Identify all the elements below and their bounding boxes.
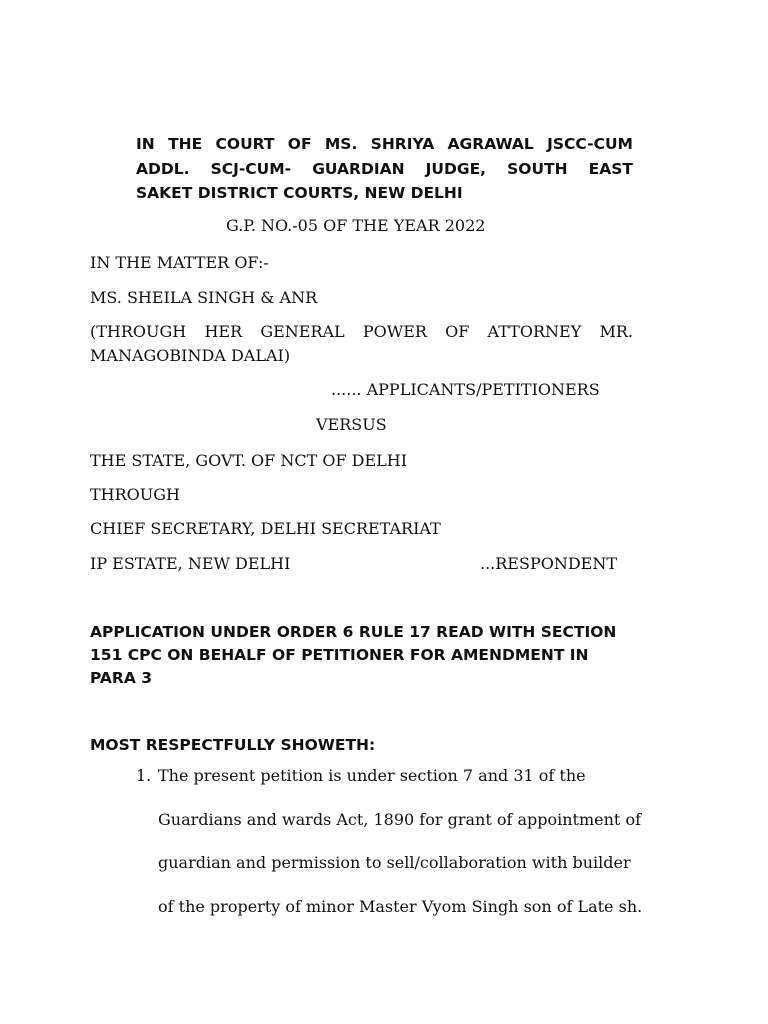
- application-title-line-3: PARA 3: [90, 669, 153, 687]
- heading-word: SHRIYA: [370, 135, 435, 153]
- through-word: ATTORNEY: [487, 322, 582, 341]
- respondent-line-1: THE STATE, GOVT. OF NCT OF DELHI: [90, 451, 408, 470]
- paragraph-number: 1.: [136, 766, 152, 785]
- matter-label: IN THE MATTER OF:-: [90, 253, 269, 272]
- court-heading-line-2: [136, 157, 633, 182]
- heading-word: SCJ-CUM-: [210, 159, 292, 178]
- application-title-line-2: 151 CPC ON BEHALF OF PETITIONER FOR AMENDMENT IN: [90, 646, 589, 664]
- heading-word: OF: [287, 135, 312, 153]
- respondent-line-2: THROUGH: [90, 485, 181, 504]
- petitioner-name: MS. SHEILA SINGH & ANR: [90, 288, 318, 307]
- petitioner-through-line-1: [90, 322, 633, 341]
- versus-label: VERSUS: [316, 415, 387, 434]
- through-word: OF: [445, 322, 470, 341]
- heading-word: GUARDIAN: [312, 159, 405, 178]
- heading-word: AGRAWAL: [447, 135, 534, 153]
- heading-word: MS.: [324, 135, 358, 153]
- showeth-heading: MOST RESPECTFULLY SHOWETH:: [90, 736, 376, 754]
- paragraph-line: of the property of minor Master Vyom Singh son of Late sh.: [158, 897, 643, 916]
- petitioner-role: ...... APPLICANTS/PETITIONERS: [331, 380, 600, 399]
- case-number: G.P. NO.-05 OF THE YEAR 2022: [226, 216, 486, 235]
- through-word: GENERAL: [260, 322, 345, 341]
- application-title-line-1: APPLICATION UNDER ORDER 6 RULE 17 READ WITH SECTION: [90, 623, 617, 641]
- paragraph-line: The present petition is under section 7 and 31 of the: [158, 766, 586, 785]
- through-word: (THROUGH: [90, 322, 187, 341]
- court-heading-line-3: SAKET DISTRICT COURTS, NEW DELHI: [136, 184, 463, 202]
- heading-word: IN: [136, 135, 155, 153]
- heading-word: EAST: [588, 159, 633, 178]
- heading-word: THE: [168, 135, 203, 153]
- heading-word: JUDGE,: [425, 159, 487, 178]
- heading-word: JSCC-CUM: [547, 135, 633, 153]
- respondent-line-3: CHIEF SECRETARY, DELHI SECRETARIAT: [90, 519, 441, 538]
- respondent-line-4: IP ESTATE, NEW DELHI: [90, 554, 291, 573]
- petitioner-through-line-2: MANAGOBINDA DALAI): [90, 346, 291, 365]
- through-word: HER: [204, 322, 243, 341]
- through-word: POWER: [362, 322, 427, 341]
- heading-word: COURT: [215, 135, 275, 153]
- court-heading: [136, 132, 633, 206]
- respondent-role: ...RESPONDENT: [480, 554, 618, 573]
- through-word: MR.: [599, 322, 633, 341]
- heading-word: ADDL.: [136, 159, 190, 178]
- court-heading-line-1: [136, 132, 633, 157]
- heading-word: SOUTH: [507, 159, 568, 178]
- paragraph-line: guardian and permission to sell/collaboration with builder: [158, 853, 631, 872]
- paragraph-line: Guardians and wards Act, 1890 for grant of appointment of: [158, 810, 641, 829]
